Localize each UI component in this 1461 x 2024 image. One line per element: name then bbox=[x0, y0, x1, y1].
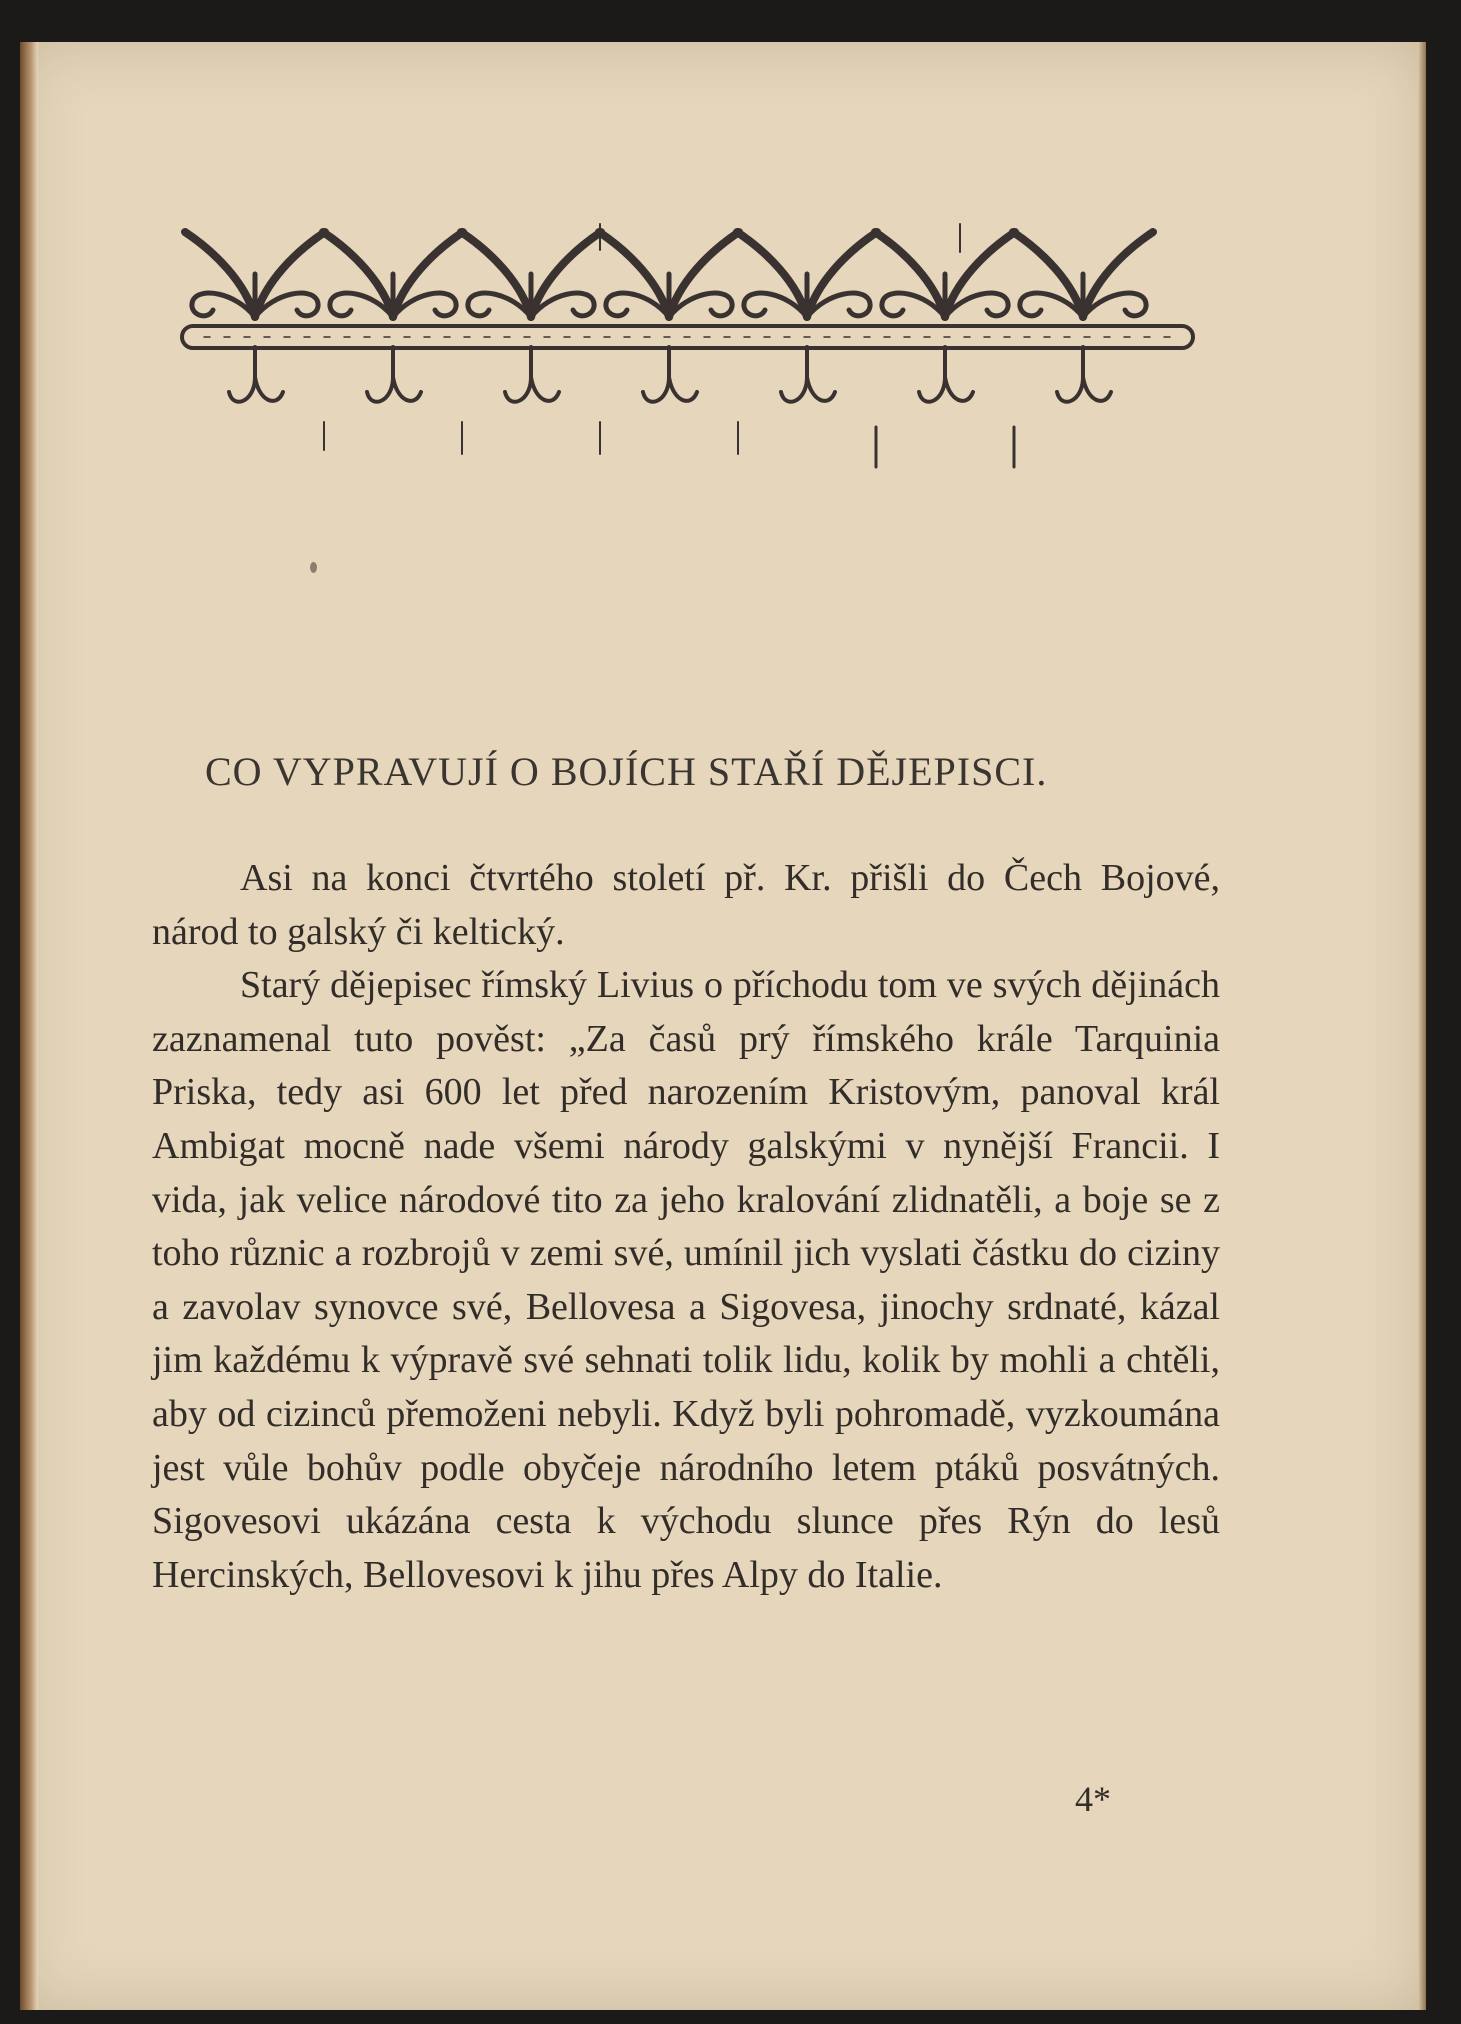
page-right-edge bbox=[1418, 42, 1426, 2010]
decorative-header-ornament bbox=[180, 222, 1195, 472]
paragraph: Asi na konci čtvrtého století př. Kr. přišli do Čech Bojové, národ to galský či keltický. bbox=[152, 857, 1220, 953]
ink-speck bbox=[310, 562, 317, 573]
page-number: 4* bbox=[1075, 1779, 1111, 1819]
chapter-title: CO VYPRAVUJÍ O BOJÍCH STAŘÍ DĚJEPISCI. bbox=[205, 749, 1048, 794]
paragraph: Starý dějepisec římský Livius o příchodu tom ve svých dějinách zaznamenal tuto pověst: „Za časů prý římského krále Tarquinia Priska, tedy asi 600 let před narozením Kristovým, panoval král Ambigat mocně nade všemi národy galskými v nynější Francii. I vida, jak velice národové tito za jeho kralování zlidnatěli, a boje se z toho různic a rozbrojů v zemi své, umínil jich vyslati částku do ciziny a zavolav synovce své, Bellovesa a Sigovesa, jinochy srdnaté, kázal jim každému k výpravě své sehnati tolik lidu, kolik by mohli a chtěli, aby od cizinců přemoženi nebyli. Když byli pohromadě, vyzkoumána jest vůle bohův podle obyčeje národního letem ptáků posvátných. Sigovesovi ukázána cesta k východu slunce přes Rýn do lesů Hercinských, Bellovesovi k jihu přes Alpy do Italie. bbox=[152, 964, 1220, 1596]
body-text bbox=[152, 852, 1220, 1602]
book-spine-edge bbox=[20, 42, 38, 2010]
